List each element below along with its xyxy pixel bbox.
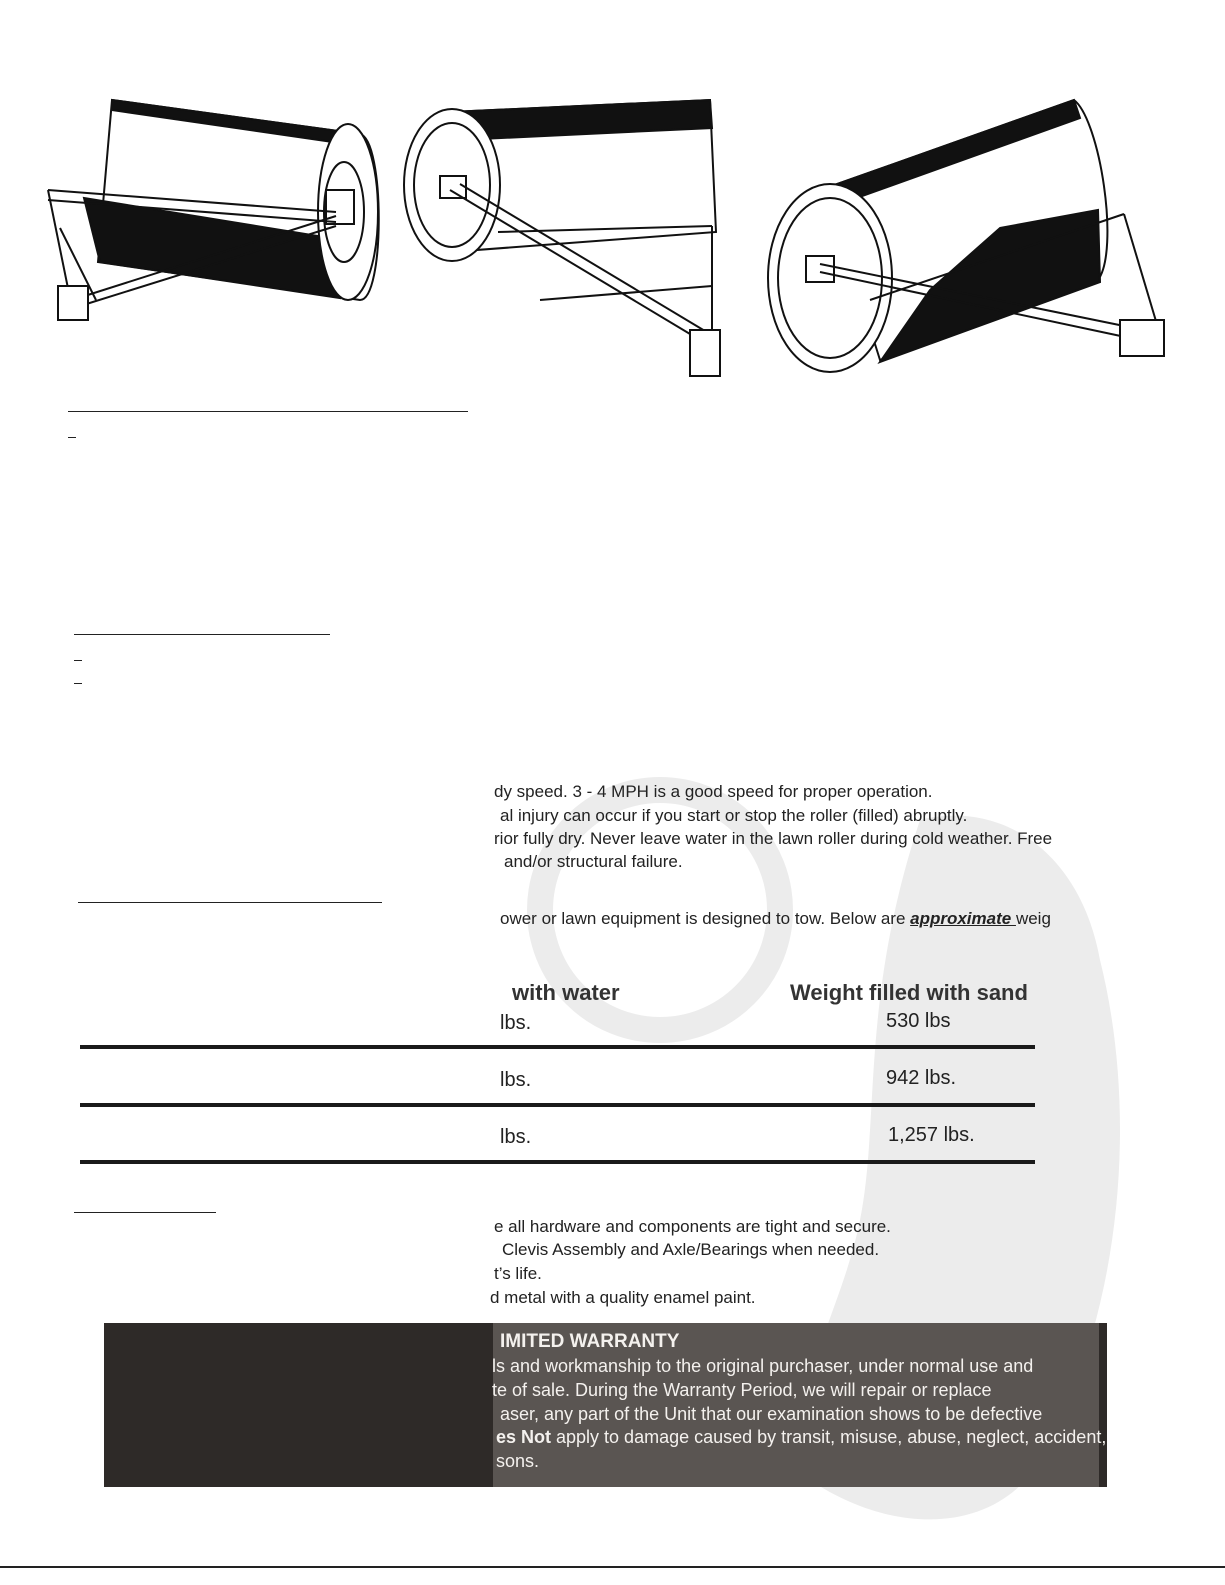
table-header-water: with water [512,980,620,1005]
page-bottom-rule [0,1566,1225,1568]
section-rule-3 [78,902,382,903]
table-cell-water: lbs. [500,1126,532,1148]
warranty-rest: apply to damage caused by transit, misuse, abuse, neglect, accident, [551,1427,1107,1447]
table-cell-sand: 942 lbs. [886,1067,957,1089]
table-cell-sand: 1,257 lbs. [888,1124,975,1146]
towing-emphasis: approximate [910,909,1016,928]
table-cell-water: lbs. [500,1069,532,1091]
warranty-line [496,1427,1106,1448]
bullet-dash [74,683,82,684]
warranty-line: ls and workmanship to the original purchaser, under normal use and [492,1356,1034,1376]
table-row-rule [80,1160,1035,1164]
table-row-rule [80,1045,1035,1049]
lawn-roller-right-view [768,100,1164,372]
warranty-bold: es Not [496,1427,552,1447]
table-cell-water: lbs. [500,1012,532,1034]
towing-text [500,909,1051,929]
warranty-edge [1099,1323,1107,1487]
bullet-dash [68,437,76,438]
maintenance-line: d metal with a quality enamel paint. [490,1288,756,1307]
warranty-line: sons. [496,1451,540,1471]
section-rule-4 [74,1212,216,1213]
bullet-dash [74,660,82,661]
section-rule-2 [74,634,330,635]
towing-text-start: ower or lawn equipment is designed to tow. Below are [500,909,911,928]
operation-line: al injury can occur if you start or stop the roller (filled) abruptly. [500,806,968,825]
lawn-roller-front-view [404,100,720,376]
warranty-title: IMITED WARRANTY [500,1331,680,1352]
lawn-roller-illustrations [0,0,1225,395]
warranty-line: te of sale. During the Warranty Period, we will repair or replace [492,1380,992,1400]
table-header-sand: Weight filled with sand [790,980,1028,1005]
maintenance-line: e all hardware and components are tight and secure. [494,1217,891,1236]
maintenance-line: Clevis Assembly and Axle/Bearings when needed. [502,1240,880,1259]
operation-line: dy speed. 3 - 4 MPH is a good speed for proper operation. [494,782,933,801]
operation-line: and/or structural failure. [504,852,683,871]
operation-line: rior fully dry. Never leave water in the lawn roller during cold weather. Free [494,829,1053,848]
maintenance-line: t’s life. [494,1264,542,1283]
table-row-rule [80,1103,1035,1107]
warranty-line: aser, any part of the Unit that our examination shows to be defective [500,1404,1043,1424]
lawn-roller-left-view [48,100,379,320]
towing-text-end: weig [1015,909,1051,928]
warranty-box [104,1323,1107,1487]
section-rule-1 [68,411,468,412]
table-cell-sand: 530 lbs [886,1010,951,1032]
